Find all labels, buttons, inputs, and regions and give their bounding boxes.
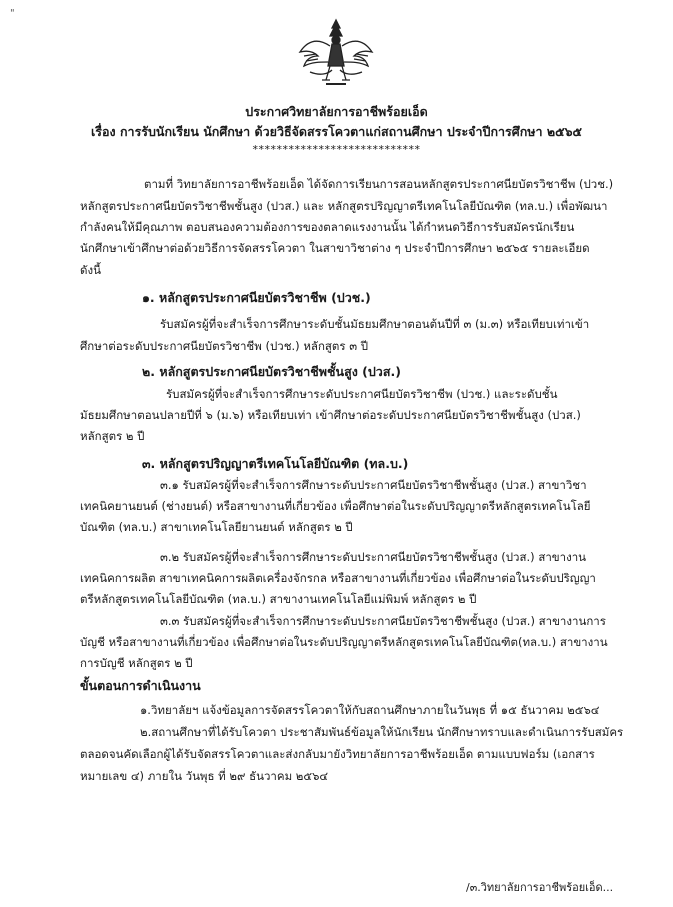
intro-line: กำลังคนให้มีคุณภาพ ตอบสนองความต้องการของตลาดแรงงานนั้น ได้กำหนดวิธีการรับสมัครนักเรียน	[80, 220, 575, 234]
section-heading: ๒. หลักสูตรประกาศนียบัตรวิชาชีพชั้นสูง (ปวส.)	[142, 364, 401, 379]
section-heading: ๓. หลักสูตรปริญญาตรีเทคโนโลยีบัณฑิต (ทล.บ.)	[142, 456, 409, 471]
section-line: ๓.๒ รับสมัครผู้ที่จะสำเร็จการศึกษาระดับประกาศนียบัตรวิชาชีพชั้นสูง (ปวส.) สาขางาน	[160, 550, 587, 564]
procedure-line: ตลอดจนคัดเลือกผู้ได้รับจัดสรรโควตาและส่งกลับมายังวิทยาลัยการอาชีพร้อยเอ็ด ตามแบบฟอร์ม (เอกสาร	[80, 747, 595, 761]
garuda-emblem-icon	[296, 16, 376, 92]
procedure-heading: ขั้นตอนการดำเนินงาน	[80, 678, 201, 693]
title-divider: ****************************	[252, 143, 421, 156]
section-line: รับสมัครผู้ที่จะสำเร็จการศึกษาระดับประกาศนียบัตรวิชาชีพ (ปวช.) และระดับชั้น	[166, 387, 558, 401]
intro-line: หลักสูตรประกาศนียบัตรวิชาชีพชั้นสูง (ปวส.) และ หลักสูตรปริญญาตรีเทคโนโลยีบัณฑิต (ทล.บ.) เพื่อพัฒนา	[80, 199, 608, 213]
intro-line: นักศึกษาเข้าศึกษาต่อด้วยวิธีการจัดสรรโควตา ในสาขาวิชาต่าง ๆ ประจำปีการศึกษา ๒๕๖๕ รายละเอียด	[80, 241, 590, 255]
scan-corner-mark: "	[10, 8, 15, 19]
section-line: บัญชี หรือสาขางานที่เกี่ยวข้อง เพื่อศึกษาต่อในระดับปริญญาตรีหลักสูตรเทคโนโลยีบัณฑิต(ทล.บ.) สาขางาน	[80, 635, 608, 649]
section-line: เทคนิคการผลิต สาขาเทคนิคการผลิตเครื่องจักรกล หรือสาขางานที่เกี่ยวข้อง เพื่อศึกษาต่อในระดับปริญญา	[80, 571, 596, 585]
section-line: เทคนิคยานยนต์ (ช่างยนต์) หรือสาขางานที่เกี่ยวข้อง เพื่อศึกษาต่อในระดับปริญญาตรีหลักสูตรเทคโนโลยี	[80, 499, 591, 513]
intro-line: ดังนี้	[80, 263, 101, 277]
document-subject: เรื่อง การรับนักเรียน นักศึกษา ด้วยวิธีจัดสรรโควตาแก่สถานศึกษา ประจำปีการศึกษา ๒๕๖๕	[91, 124, 582, 139]
procedure-line: หมายเลข ๔) ภายใน วันพุธ ที่ ๒๙ ธันวาคม ๒๕๖๔	[80, 769, 329, 783]
section-line: การบัญชี หลักสูตร ๒ ปี	[80, 656, 193, 670]
section-line: บัณฑิต (ทล.บ.) สาขาเทคโนโลยียานยนต์ หลักสูตร ๒ ปี	[80, 520, 353, 534]
section-line: ๓.๓ รับสมัครผู้ที่จะสำเร็จการศึกษาระดับประกาศนียบัตรวิชาชีพชั้นสูง (ปวส.) สาขางานการ	[160, 614, 606, 628]
section-line: ศึกษาต่อระดับประกาศนียบัตรวิชาชีพ (ปวช.) หลักสูตร ๓ ปี	[80, 339, 369, 353]
section-line: หลักสูตร ๒ ปี	[80, 429, 145, 443]
continuation-note: /๓.วิทยาลัยการอาชีพร้อยเอ็ด...	[466, 881, 614, 894]
section-line: ๓.๑ รับสมัครผู้ที่จะสำเร็จการศึกษาระดับประกาศนียบัตรวิชาชีพชั้นสูง (ปวส.) สาขาวิชา	[160, 478, 587, 492]
procedure-line: ๑.วิทยาลัยฯ แจ้งข้อมูลการจัดสรรโควตาให้กับสถานศึกษาภายในวันพุธ ที่ ๑๕ ธันวาคม ๒๕๖๔	[140, 703, 600, 717]
section-heading: ๑. หลักสูตรประกาศนียบัตรวิชาชีพ (ปวช.)	[142, 290, 371, 305]
procedure-line: ๒.สถานศึกษาที่ได้รับโควตา ประชาสัมพันธ์ข้อมูลให้นักเรียน นักศึกษาทราบและดำเนินการรับสมัคร	[140, 725, 624, 739]
intro-line: ตามที่ วิทยาลัยการอาชีพร้อยเอ็ด ได้จัดการเรียนการสอนหลักสูตรประกาศนียบัตรวิชาชีพ (ปวช.)	[144, 177, 614, 191]
section-line: มัธยมศึกษาตอนปลายปีที่ ๖ (ม.๖) หรือเทียบเท่า เข้าศึกษาต่อระดับประกาศนียบัตรวิชาชีพชั้นสูง (ปวส.)	[80, 408, 581, 422]
document-title: ประกาศวิทยาลัยการอาชีพร้อยเอ็ด	[245, 104, 428, 119]
section-line: รับสมัครผู้ที่จะสำเร็จการศึกษาระดับชั้นมัธยมศึกษาตอนต้นปีที่ ๓ (ม.๓) หรือเทียบเท่าเข้า	[160, 317, 590, 331]
section-line: ตรีหลักสูตรเทคโนโลยีบัณฑิต (ทล.บ.) สาขางานเทคโนโลยีแม่พิมพ์ หลักสูตร ๒ ปี	[80, 592, 477, 606]
